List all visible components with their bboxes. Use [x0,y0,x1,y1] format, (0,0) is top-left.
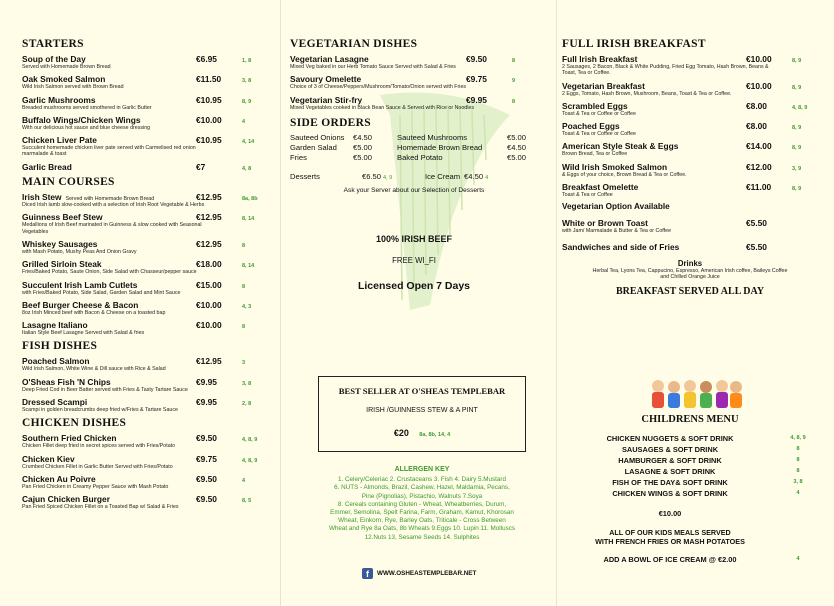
menu-item-price: €12.95 [196,191,222,202]
menu-item-desc: with Mash Potato, Mushy Peas And Onion Gravy [22,248,137,255]
side-item-name: Sauteed Onions [290,132,345,142]
menu-item-row [22,74,268,84]
licensed-text: Licensed Open 7 Days [357,279,471,292]
menu-item-name: Full Irish Breakfast [562,54,638,64]
menu-item-name: Chicken Au Poivre [22,473,96,484]
desserts-row [290,172,538,181]
menu-item-desc: Chicken Fillet deep fried in secret spices served with Fries/Potato [22,443,176,450]
menu-item-name: Chicken Kiev [22,453,75,464]
menu-item-desc: 2 Eggs, Tomato, Hash Brown, Mushroom, Beans, Toast & Tea or Coffee. [562,90,732,97]
menu-item-allergens: 8, 9 [792,145,802,152]
menu-item-price: €9.50 [196,433,217,444]
desserts-allergen: 4, 9 [383,174,393,181]
menu-item-price: €9.50 [196,473,217,484]
menu-item-price: €15.00 [196,279,222,290]
column-right [562,36,818,297]
menu-item-price: €12.95 [196,356,222,367]
menu-item-row [22,474,268,484]
menu-item-desc: Wild Irish Salmon, White Wine & Dill sauce with Rice & Salad [22,366,166,373]
menu-item-row [22,162,268,172]
menu-item [22,54,268,70]
menu-item-row [22,239,268,249]
allergen-line: Emmer, Semolina, Spelt Farina, Farm, Graham, Kamut, Khorosan [330,509,514,517]
menu-item [22,397,268,413]
allergen-title: ALLERGEN KEY [394,466,450,473]
menu-item-row [22,433,268,443]
menu-item [22,320,268,336]
menu-item-price: €10.00 [746,80,772,91]
menu-item-name: Poached Salmon [22,356,90,367]
menu-item-name: Vegetarian Lasagne [290,54,369,64]
menu-item-desc: Mixed Vegetables cooked in Black Bean Sauce & Served with Rice or Noodles [290,104,475,111]
menu-item-allergens: 9 [512,78,516,85]
menu-item [22,95,268,111]
menu-item-allergens: 3, 9 [792,165,802,172]
menu-item-name: Grilled Sirloin Steak [22,259,102,270]
side-item-price: €5.00 [507,152,527,162]
column-left [22,36,268,515]
menu-item-name: Poached Eggs [562,121,620,132]
menu-item-allergens: 8 [242,283,246,290]
menu-item-row [562,101,818,111]
website-row [362,568,476,579]
menu-item-desc: Deep Fried Cod in Beer Batter served with Fries & Tasty Tartare Sauce [22,386,188,393]
menu-item-row [22,356,268,366]
menu-item-allergens: 3 [242,360,246,367]
kids-item [562,433,818,444]
kids-item [562,444,818,455]
menu-item-row [22,454,268,464]
menu-item-price: €10.00 [196,299,222,310]
allergen-line: 1. Celery/Celeriac 2. Crustaceans 3. Fish 4. Dairy 5.Mustard [338,476,506,484]
menu-item-desc: Brown Bread, Tea or Coffee [562,151,628,158]
menu-item-row [562,121,818,131]
kids-item-allergens: 4 [796,490,800,496]
menu-item [22,433,268,449]
menu-item-name: Southern Fried Chicken [22,433,117,444]
menu-item-allergens: 8, 9 [792,84,802,91]
menu-item-name: Lasagne Italiano [22,320,88,331]
starters-heading: STARTERS [22,38,84,50]
allergen-lines [298,476,546,542]
fold-line [556,0,557,606]
menu-item-row [22,397,268,407]
menu-item-row [562,54,818,64]
menu-item-desc: Toast & Tea or Coffee or Coffee [562,131,636,138]
menu-item-allergens: 8, 14 [242,263,255,270]
main-list [22,192,268,337]
menu-item-price: €14.00 [746,141,772,152]
menu-item [562,54,818,77]
breakfast-list [562,54,818,198]
menu-item-price: €9.75 [196,453,217,464]
menu-item-allergens: 8, 14 [242,216,255,223]
kids-item-name: HAMBURGER & SOFT DRINK [618,456,722,465]
side-orders-grid [290,133,538,162]
fish-heading: FISH DISHES [22,340,98,353]
menu-item-row [22,54,268,64]
bestseller-box [318,376,526,452]
menu-item-name: Dressed Scampi [22,397,88,408]
menu-item-allergens: 8 [512,58,516,64]
menu-item-name: Succulent Irish Lamb Cutlets [22,279,138,290]
menu-item [22,212,268,235]
menu-item-name: Garlic Mushrooms [22,94,96,105]
menu-item-price: €10.00 [196,320,222,331]
menu-item [22,280,268,296]
menu-item-price: €9.95 [196,397,217,408]
menu-item-price: €9.95 [466,94,487,105]
menu-item-name: Beef Burger Cheese & Bacon [22,299,139,310]
kids-item [562,466,818,477]
extra-item-row [562,218,818,228]
column-middle [290,36,538,292]
chicken-list [22,433,268,510]
side-item-name: Homemade Brown Bread [397,142,483,152]
menu-item-row [22,377,268,387]
kids-icecream: ADD A BOWL OF ICE CREAM @ €2.00 [603,555,737,564]
menu-item-allergens: 2, 8 [242,401,252,408]
bestseller-title: BEST SELLER AT O'SHEAS TEMPLEBAR [338,386,506,396]
menu-item-desc: Served with Homemade Brown Bread [22,64,111,70]
menu-item-price: €11.00 [746,182,772,193]
allergen-line: Wheat and Rye 8a Oats, 8b Wheats 9.Eggs 10. Lupin 11. Molluscs [328,525,516,533]
menu-item-name: Cajun Chicken Burger [22,494,110,505]
menu-item-row [22,95,268,105]
menu-item-price: €8.00 [746,121,767,132]
menu-item-row [22,494,268,504]
menu-item-row [22,115,268,125]
menu-item-desc: Wild Irish Salmon served with Brown Bread [22,84,124,91]
children-illustration-icon [648,378,744,412]
side-orders-heading: SIDE ORDERS [290,116,371,129]
menu-item [22,300,268,316]
side-item-price: €5.00 [353,142,373,152]
menu-item-desc: with Fries/Baked Potato, Side Salad, Garden Salad and Mint Sauce [22,289,181,296]
menu-item [22,74,268,90]
menu-item-desc: Scampi in golden breadcrumbs deep fried w/Fries & Tartare Sauce [22,407,178,414]
menu-item-row [290,54,538,64]
kids-icecream-allergen: 4 [796,556,800,562]
menu-item [22,356,268,372]
side-item-name: Garden Salad [290,142,337,152]
vegetarian-list [290,54,538,111]
side-item-price: €5.00 [507,132,527,142]
extra-item [562,242,818,252]
bestseller-allergen: 8a, 8b, 14, 4 [419,432,451,438]
menu-item [22,494,268,510]
starters-list [22,54,268,172]
menu-item-row [22,135,268,145]
wifi-text: FREE WI_FI [392,255,436,265]
allergen-line: Pine (Pignolias), Pistachio, Walnuts 7.Soya [361,492,483,500]
irish-beef-text: 100% IRISH BEEF [375,233,453,244]
fold-line [280,0,281,606]
side-item-price: €5.00 [353,152,373,162]
menu-item-price: €9.50 [466,54,487,64]
menu-item-allergens: 1, 8 [242,58,252,64]
menu-item-allergens: 8, 9 [792,58,802,64]
menu-item-name: Savoury Omelette [290,74,362,85]
kids-item-name: LASAGNE & SOFT DRINK [624,467,716,476]
menu-item-allergens: 4, 8, 9 [242,437,258,444]
menu-item-price: €9.95 [196,376,217,387]
menu-item-allergens: 4, 8, 9 [792,104,808,111]
extra-item-price: €5.50 [746,218,767,229]
menu-item-desc: & Eggs of your choice, Brown Bread & Tea or Coffee. [562,171,687,178]
website-link[interactable]: WWW.OSHEASTEMPLEBAR.NET [377,570,477,577]
kids-item-name: CHICKEN WINGS & SOFT DRINK [612,489,728,498]
menu-item-row [22,300,268,310]
side-item-price: €4.50 [353,132,373,142]
allergen-line: 12.Nuts 13, Sesame Seeds 14. Sulphites [364,533,480,541]
bestseller-price-row [319,423,525,441]
menu-item-row [290,95,538,105]
menu-item-allergens: 8 [242,242,246,249]
side-item-name: Fries [290,152,307,162]
kids-item-allergens: 8 [796,468,800,474]
menu-item-price: €7 [196,161,206,172]
menu-item-desc: Toast & Tea or Coffee or Coffee [562,110,636,117]
menu-item-desc: Fries/Baked Potato, Saute Onion, Side Salad with Chasseur/pepper sauce [22,269,197,276]
menu-item-name: Chicken Liver Pate [22,135,97,146]
kids-icecream-row [562,554,818,565]
bestseller-price: €20 [393,428,409,438]
menu-item-allergens: 8, 5 [242,498,252,505]
kids-item-allergens: 4, 8, 9 [790,435,806,441]
menu-item-name: O'Sheas Fish 'N Chips [22,376,111,387]
menu-item-name: Breakfast Omelette [562,182,639,193]
menu-item-row [22,280,268,290]
menu-item-price: €10.00 [196,114,222,125]
menu-item-name: Oak Smoked Salmon [22,74,106,85]
side-item-price: €4.50 [507,142,527,152]
menu-item [22,162,268,172]
menu-item-name: Wild Irish Smoked Salmon [562,161,668,172]
extra-item [562,218,818,234]
extra-item-name: White or Brown Toast [562,218,648,229]
menu-item-price: €12.00 [746,161,772,172]
menu-item-desc: Medallions of Irish Beef marinated in Guinness & slow cooked with Seasonal Vegetables [22,222,202,235]
menu-item-allergens: 4, 14 [242,139,255,146]
menu-item-allergens: 8a, 8b [242,195,258,202]
menu-item-row [562,182,818,192]
kids-note-2: WITH FRENCH FRIES OR MASH POTATOES [595,537,745,546]
menu-item-row [22,212,268,222]
menu-item-desc: Crumbed Chicken Fillet in Garlic Butter Served with Fries/Potato [22,463,173,470]
menu-item-allergens: 8 [512,98,516,105]
menu-item-name: Irish Stew [22,191,62,202]
kids-item-name: FISH OF THE DAY& SOFT DRINK [612,478,728,487]
drinks-title: Drinks [677,258,703,268]
breakfast-served-text: BREAKFAST SERVED ALL DAY [615,286,765,298]
menu-item [22,454,268,470]
kids-item-allergens: 3, 8 [793,479,803,485]
menu-item-name: Buffalo Wings/Chicken Wings [22,114,141,125]
allergen-key [298,466,546,542]
menu-item-name: Guinness Beef Stew [22,212,103,223]
menu-item [22,259,268,275]
kids-menu [562,414,818,565]
menu-item [290,54,538,70]
menu-item [22,115,268,131]
icecream-price: €4.50 [464,171,484,181]
kids-list [562,433,818,499]
allergen-line: 8. Cereals containing Gluten - Wheat, Wheatberries, Durum, [337,500,507,508]
menu-item [22,135,268,158]
kids-item-name: CHICKEN NUGGETS & SOFT DRINK [606,434,734,443]
menu-item-name: Vegetarian Breakfast [562,80,645,91]
menu-item-allergens: 8, 9 [792,125,802,132]
menu-item-desc: Italian Style Beef Lasagne Served with Salad & fries [22,330,145,337]
menu-item-desc: Succulent homemade chicken liver pate served with Carmelised red onion marmalade & toast [22,145,196,158]
breakfast-heading: FULL IRISH BREAKFAST [562,38,706,50]
menu-item-row [22,192,268,202]
kids-note-1: ALL OF OUR KIDS MEALS SERVED [609,528,731,537]
menu-item-row [290,74,538,84]
drinks-text: Herbal Tea, Lyons Tea, Cappucino, Espresso, American Irish coffee, Baileys Coffee and Chilled Orange Juice [592,267,788,280]
menu-item-price: €12.95 [196,212,222,223]
menu-item-desc: Pan Fried Spiced Chicken Fillet on a Toasted Bap w/ Salad & Fries [22,504,179,511]
menu-item-price: €6.95 [196,54,217,64]
menu-item-desc: Mixed Veg baked in our Herb Tomato Sauce Served with Salad & Fries [290,64,456,70]
extra-item-price: €5.50 [746,241,767,252]
kids-item-name: SAUSAGES & SOFT DRINK [621,445,719,454]
extra-item-row [562,242,818,252]
allergen-line: 6. NUTS - Almonds, Brazil, Cashew, Hazel, Maldamia, Pecans, [334,484,510,492]
menu-item-price: €10.95 [196,135,222,146]
menu-item-desc: 2 Sausages, 2 Bacon, Black & White Pudding, Fried Egg Tomato, Hash Brown, Beans & Toast, Tea or Coffee. [562,64,769,77]
menu-item-desc: Breaded mushrooms served smothered in Garlic Butter [22,104,152,111]
menu-item-allergens: 8, 9 [792,186,802,193]
menu-item-row [22,320,268,330]
menu-item [562,162,818,178]
menu-item-desc: With our delicious hot sauce and blue cheese dressing [22,124,151,131]
menu-item-price: €10.00 [746,54,772,64]
main-courses-heading: MAIN COURSES [22,175,115,188]
menu-item-desc: Pan Fried Chicken in Creamy Pepper Sauce with Mash Potato [22,483,169,490]
menu-item-price: €18.00 [196,259,222,270]
menu-item-allergens: 4 [242,477,246,484]
menu-item-inline-desc: Served with Homemade Brown Bread [65,195,155,202]
allergen-line: Wheat, Einkorn, Rye, Barley Oats, Triticale - Cross Between [338,517,506,525]
menu-item-name: Scrambled Eggs [562,100,628,111]
kids-item [562,455,818,466]
menu-item-name: Garlic Bread [22,161,72,172]
menu-item [22,192,268,209]
menu-item [562,81,818,97]
menu-item-row [562,141,818,151]
menu-item [290,95,538,111]
menu-item [22,239,268,255]
menu-item-allergens: 4, 3 [242,303,252,310]
menu-item-allergens: 8, 9 [242,98,252,105]
vegetarian-heading: VEGETARIAN DISHES [290,38,418,50]
desserts-price: €6.50 [362,171,382,181]
kids-item [562,477,818,488]
menu-item [562,141,818,157]
kids-item-allergens: 8 [796,457,800,463]
bestseller-item: IRISH /GUINNESS STEW & A PINT [366,407,478,414]
kids-title: CHILDRENS MENU [641,414,739,425]
icecream-allergen: 4 [485,174,489,181]
menu-item-desc: Diced Irish lamb slow-cooked with a selection of Irish Root Vegetable & Herbs [22,202,205,209]
chicken-heading: CHICKEN DISHES [22,417,127,430]
menu-item-row [22,259,268,269]
menu-item-row [562,162,818,172]
kids-item [562,488,818,499]
menu-item-price: €11.50 [196,74,222,85]
side-item-name: Sauteed Mushrooms [397,132,468,142]
menu-item-allergens: 4, 8, 9 [242,457,258,464]
kids-price: €10.00 [658,509,682,518]
kids-item-allergens: 8 [796,446,800,452]
menu-item [290,74,538,90]
menu-item-name: American Style Steak & Eggs [562,141,679,152]
menu-item-allergens: 8 [242,324,246,331]
menu-item-row [562,81,818,91]
menu-item [562,101,818,117]
veg-option-text: Vegetarian Option Available [562,202,670,212]
menu-item-allergens: 3, 8 [242,78,252,85]
menu-item-price: €8.00 [746,100,767,111]
menu-item [562,121,818,137]
menu-item [22,377,268,393]
menu-item [22,474,268,490]
menu-item-allergens: 4 [242,118,246,125]
facebook-icon[interactable]: f [362,568,373,579]
menu-item-name: Soup of the Day [22,54,86,64]
extra-item-name: Sandwiches and side of Fries [562,241,680,252]
menu-item-name: Whiskey Sausages [22,238,98,249]
menu-item-price: €9.75 [466,74,487,85]
menu-item-price: €12.95 [196,238,222,249]
breakfast-extras [562,218,818,251]
side-item-name: Baked Potato [397,152,443,162]
menu-item-allergens: 3, 8 [242,380,252,387]
menu-item-name: Vegetarian Stir-fry [290,94,363,105]
menu-item-price: €10.95 [196,94,222,105]
desserts-label: Desserts [290,171,320,181]
menu-item-desc: Toast & Tea or Coffee [562,192,613,199]
fish-list [22,356,268,413]
menu-item-allergens: 4, 8 [242,165,252,172]
menu-item [562,182,818,198]
extra-item-desc: with Jam/ Marmalade & Butter & Tea or Coffee [562,228,672,235]
menu-item-desc: Choice of 3 of Cheese/Peppers/Mushroom/Tomato/Onion served with Fries [290,84,467,91]
desserts-note: Ask your Server about our Selection of Desserts [343,186,485,194]
icecream-label: Ice Cream [425,171,461,181]
menu-item-desc: 8oz Irish Minced beef with Bacon & Cheese on a toasted bap [22,309,166,316]
menu-item-price: €9.50 [196,494,217,505]
